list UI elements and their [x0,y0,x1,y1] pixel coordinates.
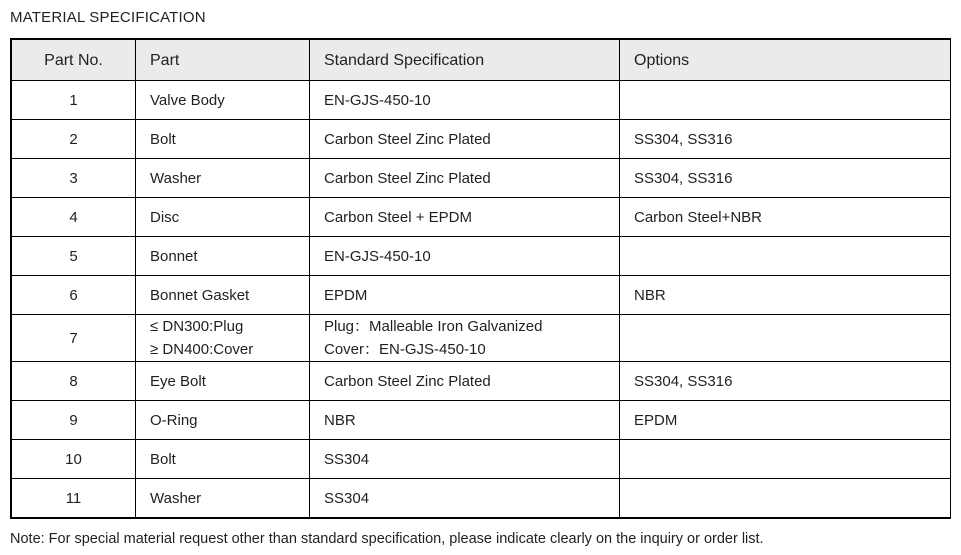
column-header-standard-specification: Standard Specification [310,40,620,81]
table-row [12,159,951,198]
table-row [12,315,951,362]
material-specification-table-wrapper [10,38,951,519]
column-header-part: Part [136,40,310,81]
cell-standard-specification: Carbon Steel Zinc Plated [310,159,620,198]
cell-options: SS304, SS316 [620,120,951,159]
cell-options: Carbon Steel+NBR [620,198,951,237]
table-row [12,276,951,315]
cell-part: Washer [136,159,310,198]
table-row [12,479,951,518]
cell-part: Bolt [136,440,310,479]
cell-options: NBR [620,276,951,315]
cell-part-no: 1 [12,81,136,120]
cell-options [620,479,951,518]
cell-part-line-2: ≥ DN400:Cover [150,341,254,358]
cell-options [620,315,951,362]
cell-part: Washer [136,479,310,518]
cell-part-no: 10 [12,440,136,479]
table-row [12,362,951,401]
cell-part: Bonnet [136,237,310,276]
cell-part-no: 11 [12,479,136,518]
material-specification-table [11,39,951,518]
cell-spec-line-2: Cover：EN-GJS-450-10 [324,341,486,358]
cell-options: SS304, SS316 [620,159,951,198]
table-row [12,237,951,276]
cell-standard-specification: EN-GJS-450-10 [310,237,620,276]
cell-options [620,237,951,276]
cell-part [136,315,310,362]
table-row [12,198,951,237]
cell-part-no: 5 [12,237,136,276]
cell-spec-line-1: Plug：Malleable Iron Galvanized [324,318,543,335]
cell-part-line-1: ≤ DN300:Plug [150,318,244,335]
cell-part-no: 2 [12,120,136,159]
cell-standard-specification: Carbon Steel Zinc Plated [310,362,620,401]
table-header-row [12,40,951,81]
cell-standard-specification: SS304 [310,440,620,479]
cell-options [620,81,951,120]
cell-standard-specification: NBR [310,401,620,440]
cell-standard-specification: Carbon Steel + EPDM [310,198,620,237]
column-header-options: Options [620,40,951,81]
cell-standard-specification: EPDM [310,276,620,315]
cell-options: SS304, SS316 [620,362,951,401]
table-row [12,120,951,159]
cell-part-no: 6 [12,276,136,315]
table-row [12,440,951,479]
cell-standard-specification: EN-GJS-450-10 [310,81,620,120]
table-row [12,81,951,120]
cell-options [620,440,951,479]
table-row [12,401,951,440]
cell-part-no: 8 [12,362,136,401]
cell-part: Valve Body [136,81,310,120]
cell-part-no: 4 [12,198,136,237]
cell-part: Eye Bolt [136,362,310,401]
footnote: Note: For special material request other than standard specification, please indicate clearly on the inquiry or order list. [10,531,764,547]
cell-part: Disc [136,198,310,237]
page-title: MATERIAL SPECIFICATION [10,9,206,26]
cell-part-no: 9 [12,401,136,440]
cell-part: Bolt [136,120,310,159]
cell-part: O-Ring [136,401,310,440]
column-header-part-no: Part No. [12,40,136,81]
cell-standard-specification [310,315,620,362]
cell-standard-specification: SS304 [310,479,620,518]
table-header [12,40,951,81]
cell-part-no: 3 [12,159,136,198]
cell-part: Bonnet Gasket [136,276,310,315]
cell-standard-specification: Carbon Steel Zinc Plated [310,120,620,159]
cell-options: EPDM [620,401,951,440]
cell-part-no: 7 [12,315,136,362]
table-body [12,81,951,518]
